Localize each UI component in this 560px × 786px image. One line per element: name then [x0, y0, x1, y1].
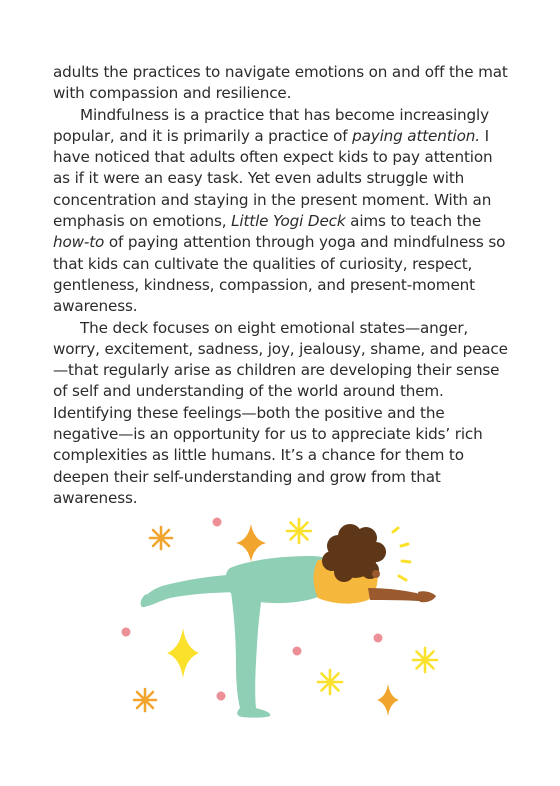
italic-text: paying attention.: [352, 126, 480, 145]
orange-asterisk-sparkle: [150, 527, 172, 549]
orange-star-sparkle: [236, 524, 266, 562]
orange-star-sparkle: [377, 684, 399, 716]
ear: [372, 570, 380, 578]
italic-text: how-to: [53, 233, 105, 252]
italic-text: Little Yogi Deck: [231, 212, 346, 231]
orange-asterisk-sparkle: [134, 689, 156, 711]
hair-curl: [366, 542, 386, 562]
hair-curl: [334, 562, 354, 582]
motion-lines: [393, 528, 410, 580]
yellow-star-sparkle: [167, 628, 199, 678]
yellow-asterisk-sparkle: [318, 670, 342, 694]
text-run: Mindfulness is a practice that has become increasingly popular, and it is primarily a practice of: [53, 105, 489, 145]
standing-leg: [230, 586, 270, 718]
yellow-asterisk-sparkle: [413, 648, 437, 672]
text-run: adults the practices to navigate emotions on and off the mat with compassion and resilience.: [53, 63, 508, 103]
yellow-asterisk-sparkle: [287, 519, 311, 543]
hand: [418, 591, 436, 602]
text-run: of paying attention through yoga and mindfulness so that kids can cultivate the qualities of curiosity, respect, gentleness, kindness, compassion, and present-moment awareness.: [53, 233, 506, 316]
text-run: aims to teach the: [345, 212, 482, 231]
pink-dot: [122, 628, 131, 637]
pink-dot: [293, 647, 302, 656]
pink-dot: [217, 692, 226, 701]
pink-dot: [374, 634, 383, 643]
child-figure: [141, 524, 436, 718]
text-run: I have noticed that adults often expect kids to pay attention as if it were an easy task. Yet even adults struggle with concentration and staying in the present moment. With an emphasis on emotions,: [53, 126, 493, 231]
text-run: The deck focuses on eight emotional states—anger, worry, excitement, sadness, joy, jealousy, shame, and peace—that regularly arise as children are developing their sense of self and understanding of the world around them. Identifying these feelings—both the positive and the negative—is an opportunity for us to appreciate kids’ rich complexities as little humans. It’s a chance for them to deepen their self-understanding and grow from that awareness.: [53, 318, 508, 507]
pink-dot: [213, 518, 222, 527]
